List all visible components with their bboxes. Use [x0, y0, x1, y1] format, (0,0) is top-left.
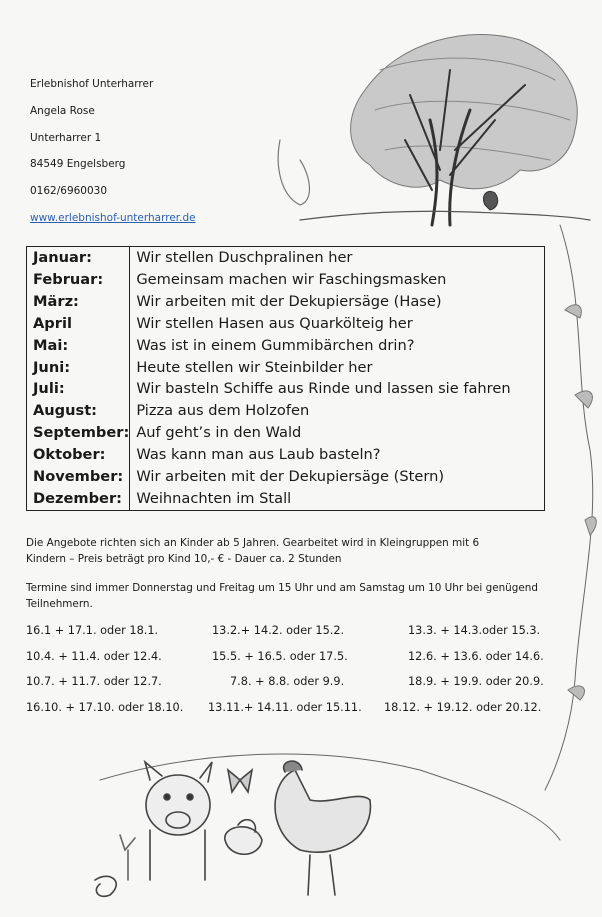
- city: 84549 Engelsberg: [30, 158, 126, 171]
- date-entry: 12.6. + 13.6. oder 14.6.: [408, 649, 544, 663]
- date-entry: 10.4. + 11.4. oder 12.4.: [26, 649, 162, 663]
- activity-text: Wir basteln Schiffe aus Rinde und lassen sie fahren: [136, 380, 511, 398]
- date-entry: 7.8. + 8.8. oder 9.9.: [230, 675, 345, 689]
- month-label: September:: [27, 422, 130, 444]
- month-label: November:: [27, 466, 130, 488]
- table-row: [27, 378, 545, 400]
- date-row: [26, 675, 546, 701]
- times-info: [26, 581, 571, 612]
- month-label: Mai:: [27, 335, 130, 357]
- table-row: [27, 291, 545, 313]
- date-row: [26, 650, 546, 676]
- table-row: [27, 269, 545, 291]
- month-label: Oktober:: [27, 444, 130, 466]
- animals-drawing: [95, 754, 560, 896]
- month-label: Februar:: [27, 269, 130, 291]
- table-row: [27, 422, 545, 444]
- date-entry: 16.1 + 17.1. oder 18.1.: [26, 624, 159, 637]
- offer-info: [26, 536, 571, 567]
- table-row: [27, 488, 545, 510]
- date-entry: 13.3. + 14.3.oder 15.3.: [408, 624, 541, 637]
- org-name: Erlebnishof Unterharrer: [30, 78, 154, 90]
- activity-text: Pizza aus dem Holzofen: [136, 402, 310, 420]
- date-entry: 10.7. + 11.7. oder 12.7.: [26, 675, 162, 689]
- date-row: [26, 624, 546, 650]
- activity-text: Wir stellen Duschpralinen her: [136, 249, 353, 266]
- street: Unterharrer 1: [30, 131, 102, 144]
- activity-text: Was kann man aus Laub basteln?: [136, 446, 381, 464]
- month-label: Januar:: [27, 247, 130, 269]
- table-row: [27, 444, 545, 466]
- activity-text: Wir arbeiten mit der Dekupiersäge (Stern): [136, 468, 445, 486]
- dates-grid: [26, 624, 546, 726]
- date-entry: 18.9. + 19.9. oder 20.9.: [408, 675, 544, 689]
- date-entry: 15.5. + 16.5. oder 17.5.: [212, 649, 348, 663]
- times-line: Termine sind immer Donnerstag und Freitag um 15 Uhr und am Samstag um 10 Uhr bei genügend: [26, 582, 538, 594]
- contact-block: [30, 71, 196, 232]
- website-link[interactable]: www.erlebnishof-unterharrer.de: [30, 211, 196, 224]
- offer-line: Die Angebote richten sich an Kinder ab 5 Jahren. Gearbeitet wird in Kleingruppen mit 6: [26, 537, 480, 549]
- month-label: August:: [27, 400, 130, 422]
- table-row: [27, 247, 545, 269]
- activity-text: Wir arbeiten mit der Dekupiersäge (Hase): [136, 292, 442, 310]
- activity-text: Weihnachten im Stall: [136, 489, 292, 507]
- times-line: Teilnehmern.: [26, 597, 93, 610]
- table-row: [27, 335, 545, 357]
- table-row: [27, 400, 545, 422]
- month-label: Juni:: [27, 357, 130, 379]
- table-row: [27, 466, 545, 488]
- activity-text: Heute stellen wir Steinbilder her: [136, 358, 373, 376]
- date-entry: 13.11.+ 14.11. oder 15.11.: [208, 700, 362, 714]
- date-entry: 16.10. + 17.10. oder 18.10.: [26, 700, 184, 714]
- activity-text: Wir stellen Hasen aus Quarkölteig her: [136, 314, 413, 332]
- monthly-schedule-table: [26, 246, 545, 511]
- table-row: [27, 357, 545, 379]
- table-row: [27, 313, 545, 335]
- month-label: Dezember:: [27, 488, 130, 510]
- activity-text: Was ist in einem Gummibärchen drin?: [136, 336, 415, 354]
- month-label: April: [27, 313, 130, 335]
- activity-text: Gemeinsam machen wir Faschingsmasken: [136, 270, 447, 288]
- month-label: März:: [27, 291, 130, 313]
- date-entry: 13.2.+ 14.2. oder 15.2.: [212, 624, 345, 637]
- month-label: Juli:: [27, 378, 130, 400]
- date-row: [26, 701, 546, 727]
- offer-line: Kindern – Preis beträgt pro Kind 10,- € - Dauer ca. 2 Stunden: [26, 552, 342, 565]
- activity-text: Auf geht’s in den Wald: [136, 424, 302, 442]
- date-entry: 18.12. + 19.12. oder 20.12.: [384, 700, 542, 714]
- phone: 0162/6960030: [30, 185, 108, 198]
- contact-name: Angela Rose: [30, 104, 95, 117]
